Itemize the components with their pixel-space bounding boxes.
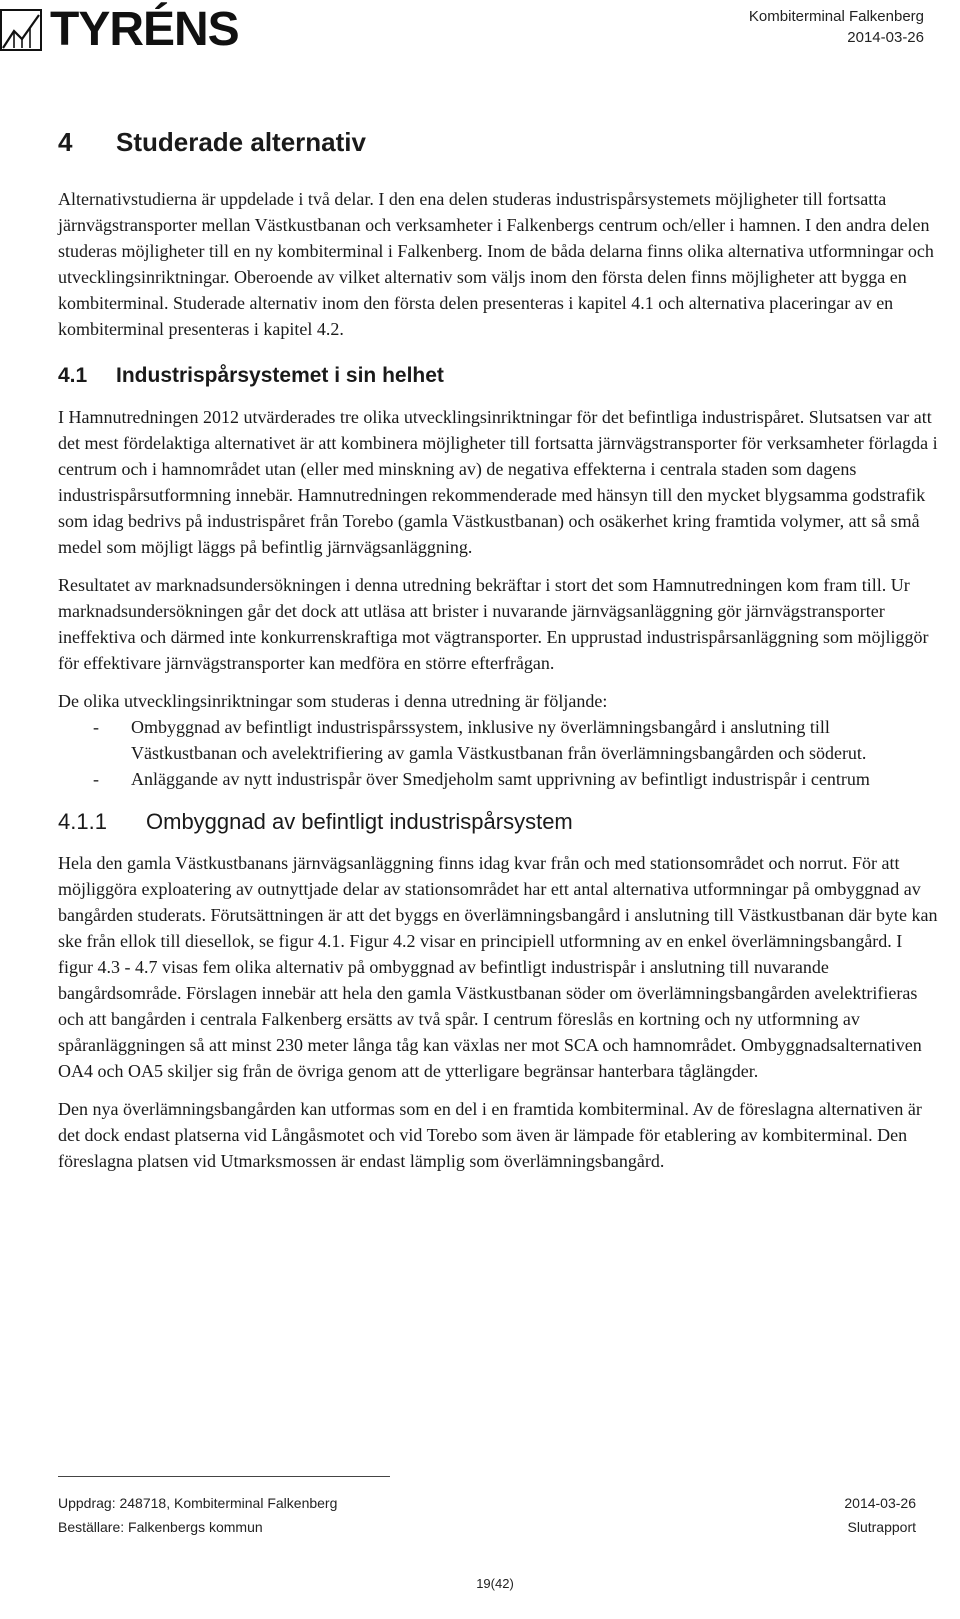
company-logo xyxy=(0,3,239,56)
footer-row-2 xyxy=(58,1515,916,1539)
section-4-1-1-paragraph-2: Den nya överlämningsbangården kan utformas som en del i en framtida kombiterminal. Av de föreslagna alternativen är det dock endast platserna vid Långåsmotet och vid Torebo som även är lämpade för etablering av kombiterminal. Den föreslagna platsen vid Utmarksmossen är endast lämplig som överlämningsbangård. xyxy=(58,1099,922,1171)
page-footer xyxy=(58,1476,916,1539)
footer-assignment: Uppdrag: 248718, Kombiterminal Falkenberg xyxy=(58,1495,338,1511)
page-header xyxy=(0,0,960,60)
list-item xyxy=(58,766,938,792)
footer-divider xyxy=(58,1476,390,1477)
section-4-1-1-number: 4.1.1 xyxy=(58,809,107,834)
list-bullet: - xyxy=(93,717,99,737)
footer-client: Beställare: Falkenbergs kommun xyxy=(58,1519,263,1535)
footer-date: 2014-03-26 xyxy=(844,1495,916,1511)
section-4-1-title: Industrispårsystemet i sin helhet xyxy=(116,364,444,387)
section-4-1-paragraph-1: I Hamnutredningen 2012 utvärderades tre olika utvecklingsinriktningar för det befintliga industrispåret. Slutsatsen var att det mest fördelaktiga alternativet är att kombinera möjligheter till fortsatta järnvägstransporter för verksamheter förlagda i centrum och i hamnområdet utan (eller med minskning av) de negativa effekterna i centrala staden som dagens industrispårsutformning innebär. Hamnutredningen rekommenderade med hänsyn till den mycket blygsamma godstrafik som idag bedrivs på industrispåret från Torebo (gamla Västkustbanan) och osäkerhet kring framtida volymer, att så små medel som möjligt läggs på befintlig järnvägsanläggning. xyxy=(58,407,938,557)
section-4-1-paragraph-2: Resultatet av marknadsundersökningen i denna utredning bekräftar i stort det som Hamnutredningen kom fram till. Ur marknadsundersökningen går det dock att utläsa att brister i nuvarande järnvägsanläggning gör järnvägstransporter ineffektiva och därmed inte konkurrenskraftiga mot vägtransporter. En upprustad industrispårsanläggning som möjliggör för effektivare järnvägstransporter kan medföra en större efterfrågan. xyxy=(58,575,929,673)
page-number: 19(42) xyxy=(476,1576,514,1591)
section-4-number: 4 xyxy=(58,127,73,157)
list-item-text: Ombyggnad av befintligt industrispårssystem, inklusive ny överlämningsbangård i anslutning till Västkustbanan och avelektrifiering av gamla Västkustbanan från överlämningsbangården och söderut. xyxy=(131,717,867,763)
list-bullet: - xyxy=(93,769,99,789)
logo-mark-icon xyxy=(0,9,42,51)
footer-row-1 xyxy=(58,1491,916,1515)
list-item xyxy=(58,714,938,766)
section-4-paragraph: Alternativstudierna är uppdelade i två delar. I den ena delen studeras industrispårsystemets möjligheter till fortsatta järnvägstransporter mellan Västkustbanan och verksamheter i Falkenbergs centrum och/eller i hamnen. I den andra delen studeras möjligheter till en ny kombiterminal i Falkenberg. Inom de båda delarna finns olika alternativa utformningar och utvecklingsinriktningar. Oberoende av vilket alternativ som väljs inom den första delen finns möjligheter att bygga en kombiterminal. Studerade alternativ inom den första delen presenteras i kapitel 4.1 och alternativa placeringar av en kombiterminal presenteras i kapitel 4.2. xyxy=(58,189,934,339)
section-4-heading xyxy=(58,126,938,158)
section-4-1-1-heading xyxy=(58,808,938,836)
header-meta xyxy=(749,6,924,48)
section-4-1-number: 4.1 xyxy=(58,364,88,387)
section-4-1-1-title: Ombyggnad av befintligt industrispårsystem xyxy=(146,809,573,834)
section-4-1-paragraph-3: De olika utvecklingsinriktningar som studeras i denna utredning är följande: xyxy=(58,691,608,711)
section-4-1-heading xyxy=(58,362,938,390)
logo-text: TYRÉNS xyxy=(50,3,239,56)
header-project: Kombiterminal Falkenberg xyxy=(748,8,924,25)
section-4-1-1-paragraph-1: Hela den gamla Västkustbanans järnvägsanläggning finns idag kvar från och med stationsområdet och norrut. För att möjliggöra exploatering av outnyttjade delar av stationsområdet har ett antal alternativa utformningar på ombyggnad av bangården studerats. Förutsättningen är att det byggs en överlämningsbangård i anslutning till Västkustbanan där byte kan ske från ellok till diesellok, se figur 4.1. Figur 4.2 visar en principiell utformning av en enkel överlämningsbangård. I figur 4.3 - 4.7 visas fem olika alternativ på ombyggnad av befintligt industrispår i anslutning till nuvarande bangårdsområde. Förslagen innebär att hela den gamla Västkustbanan söder om överlämningsbangården avelektrifieras och att bangården i centrala Falkenberg ersätts av två spår. I centrum föreslås en kortning och ny utformning av spåranläggningen så att minst 230 meter långa tåg kan växlas ner mot SCA och hamnområdet. Ombyggnadsalternativen OA4 och OA5 skiljer sig från de övriga genom att de ytterligare begränsar hanterbara tåglängder. xyxy=(58,853,938,1081)
development-list xyxy=(58,714,938,792)
section-4-title: Studerade alternativ xyxy=(116,127,366,157)
document-body xyxy=(58,120,938,1186)
list-item-text: Anläggande av nytt industrispår över Smedjeholm samt upprivning av befintligt industrispår i centrum xyxy=(131,769,870,789)
header-date: 2014-03-26 xyxy=(847,29,924,46)
footer-report-type: Slutrapport xyxy=(847,1519,916,1535)
